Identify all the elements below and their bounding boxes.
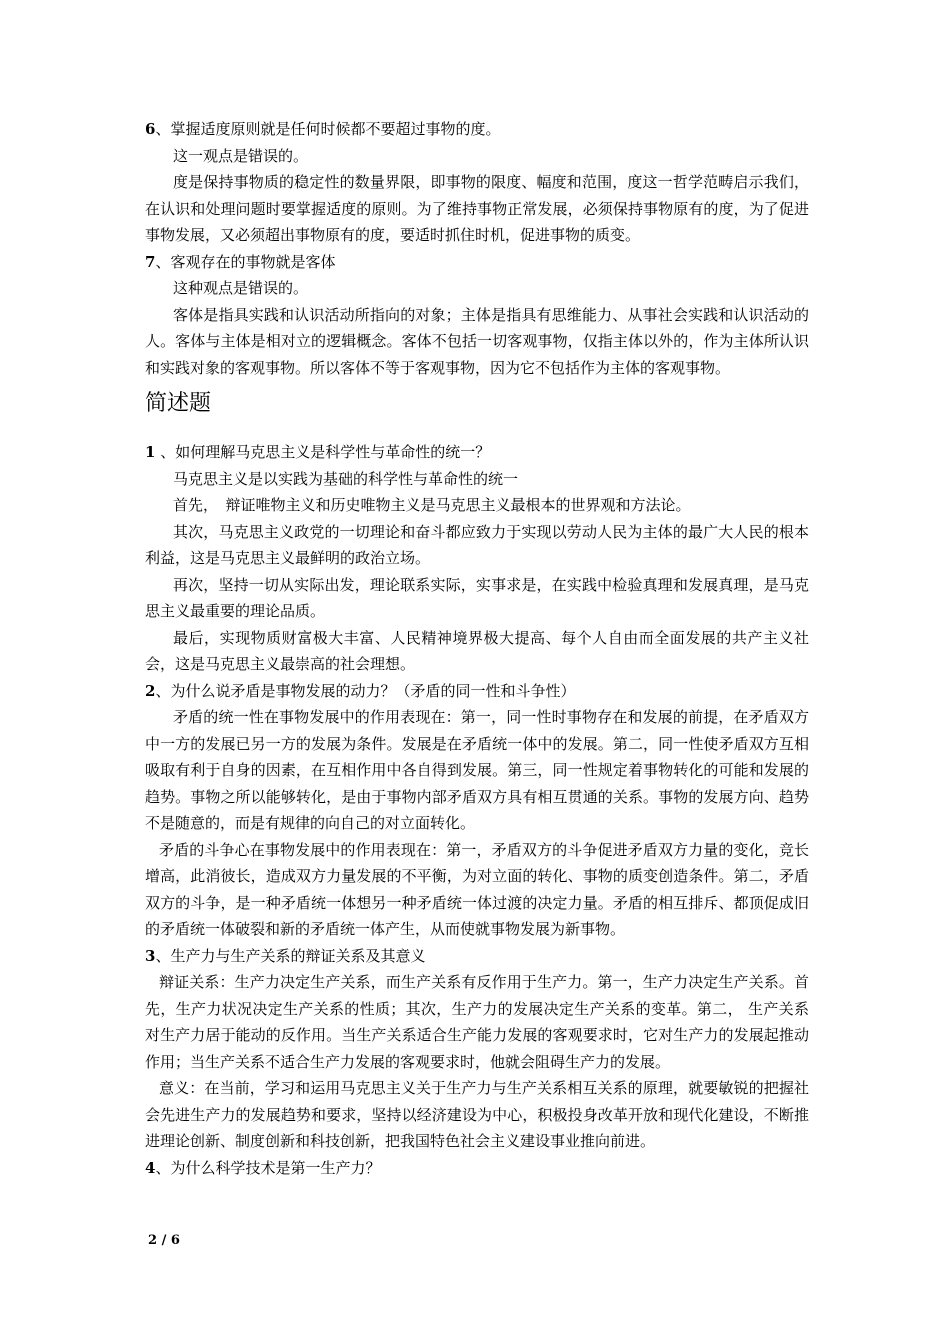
answer-paragraph: 最后，实现物质财富极大丰富、人民精神境界极大提高、每个人自由而全面发展的共产主义社会，这是马克思主义最崇高的社会理想。 — [145, 628, 809, 673]
essay-question-2 — [145, 678, 809, 705]
question-text: 、为什么科学技术是第一生产力？ — [155, 1158, 381, 1177]
page-number: 2 / 6 — [148, 1233, 180, 1248]
answer-explanation: 客体是指具实践和认识活动所指向的对象；主体是指具有思维能力、从事社会实践和认识活动的人。客体与主体是相对立的逻辑概念。客体不包括一切客观事物，仅指主体以外的，作为主体所认识和实践对象的客观事物。所以客体不等于客观事物，因为它不包括作为主体的客观事物。 — [145, 305, 809, 377]
answer-paragraph: 意义：在当前，学习和运用马克思主义关于生产力与生产关系相互关系的原理，就要敏锐的把握社会先进生产力的发展趋势和要求，坚持以经济建设为中心，积极投身改革开放和现代化建设，不断推进理论创新、制度创新和科技创新，把我国特色社会主义建设事业推向前进。 — [145, 1079, 809, 1150]
answer-verdict: 这种观点是错误的。 — [173, 279, 309, 297]
answer-paragraph: 其次，马克思主义政党的一切理论和奋斗都应致力于实现以劳动人民为主体的最广大人民的根本利益，这是马克思主义最鲜明的政治立场。 — [145, 522, 809, 567]
essay-question-3 — [145, 943, 809, 970]
question-number: 7 — [145, 252, 156, 271]
answer-paragraph: 辩证关系：生产力决定生产关系，而生产关系有反作用于生产力。第一，生产力决定生产关系。首先，生产力状况决定生产关系的性质；其次，生产力的发展决定生产关系的变革。第二， 生产关系对生产力居于能动的反作用。当生产关系适合生产能力发展的客观要求时，它对生产力的发展起推动作用；当生产关系不适合生产力发展的客观要求时，他就会阻碍生产力的发展。 — [145, 973, 809, 1071]
question-text: 、如何理解马克思主义是科学性与革命性的统一？ — [155, 443, 491, 461]
essay-question-1 — [145, 439, 809, 466]
answer-paragraph: 矛盾的斗争心在事物发展中的作用表现在：第一，矛盾双方的斗争促进矛盾双方力量的变化，竞长增高，此消彼长，造成双方力量发展的不平衡，为对立面的转化、事物的质变创造条件。第二，矛盾双方的斗争，是一种矛盾统一体想另一种矛盾统一体过渡的决定力量。矛盾的相互排斥、都顶促成旧的矛盾统一体破裂和新的矛盾统一体产生，从而使就事物发展为新事物。 — [145, 840, 809, 938]
answer-paragraph: 马克思主义是以实践为基础的科学性与革命性的统一 — [173, 469, 519, 488]
question-text: 、为什么说矛盾是事物发展的动力？（矛盾的同一性和斗争性） — [155, 681, 576, 700]
answer-paragraph: 首先， 辩证唯物主义和历史唯物主义是马克思主义最根本的世界观和方法论。 — [173, 496, 691, 514]
question-number: 3 — [145, 946, 156, 965]
question-6 — [145, 116, 809, 143]
section-heading: 简述题 — [145, 391, 212, 416]
answer-explanation: 度是保持事物质的稳定性的数量界限，即事物的限度、幅度和范围，度这一哲学范畴启示我们，在认识和处理问题时要掌握适度的原则。为了维持事物正常发展，必须保持事物原有的度，为了促进事物发展，又必须超出事物原有的度，要适时抓住时机，促进事物的质变。 — [145, 173, 809, 244]
question-number: 2 — [145, 681, 156, 700]
question-number: 6 — [145, 120, 156, 138]
question-text: 、生产力与生产关系的辩证关系及其意义 — [155, 946, 426, 965]
page-content — [145, 116, 809, 1181]
question-text: 、客观存在的事物就是客体 — [155, 252, 336, 271]
answer-paragraph: 再次，坚持一切从实际出发，理论联系实际，实事求是，在实践中检验真理和发展真理，是马克思主义最重要的理论品质。 — [145, 575, 809, 620]
essay-question-4 — [145, 1155, 809, 1182]
question-number: 1 — [145, 443, 156, 461]
answer-verdict: 这一观点是错误的。 — [173, 146, 309, 165]
answer-paragraph: 矛盾的统一性在事物发展中的作用表现在：第一，同一性时事物存在和发展的前提，在矛盾双方中一方的发展已另一方的发展为条件。发展是在矛盾统一体中的发展。第二，同一性使矛盾双方互相吸取有利于自身的因素，在互相作用中各自得到发展。第三，同一性规定着事物转化的可能和发展的趋势。事物之所以能够转化，是由于事物内部矛盾双方具有相互贯通的关系。事物的发展方向、趋势不是随意的，而是有规律的向自己的对立面转化。 — [145, 708, 809, 832]
question-7 — [145, 249, 809, 276]
question-number: 4 — [145, 1158, 156, 1177]
question-text: 、掌握适度原则就是任何时候都不要超过事物的度。 — [155, 120, 501, 138]
